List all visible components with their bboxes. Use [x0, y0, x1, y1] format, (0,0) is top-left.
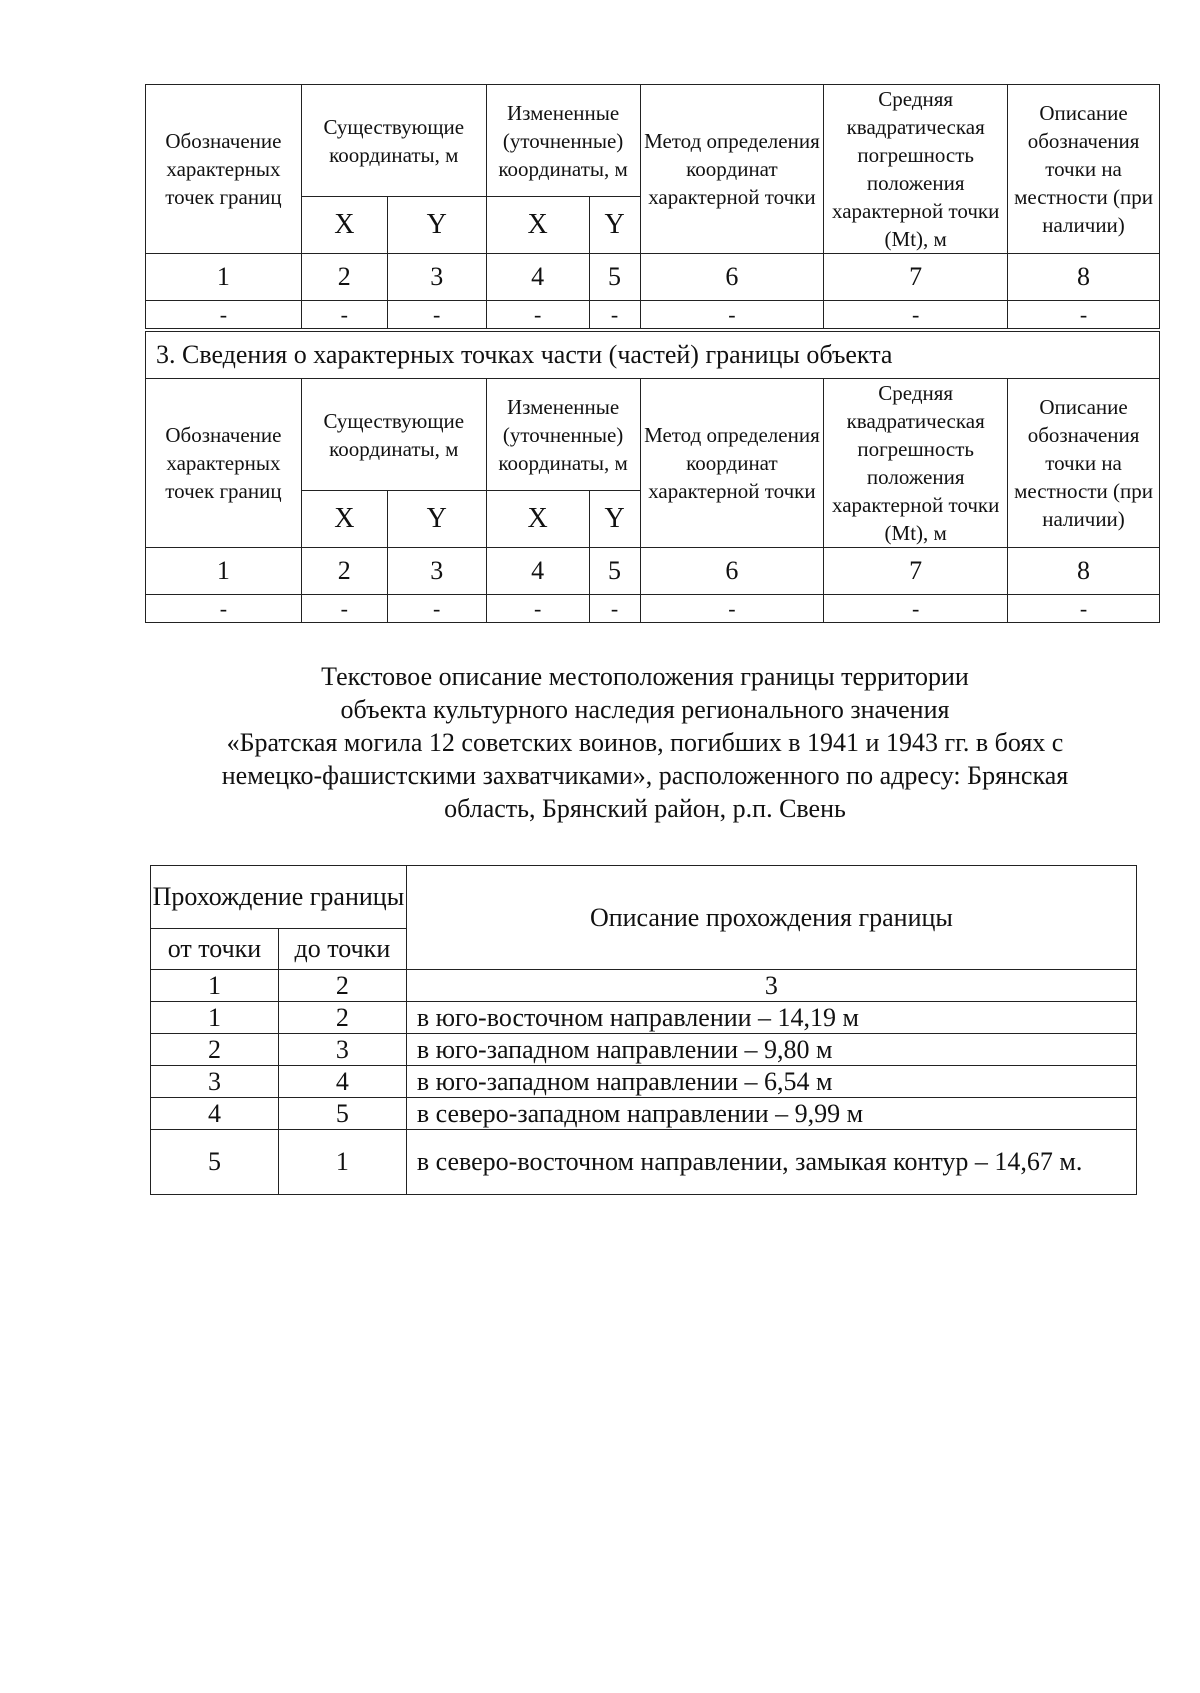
empty-cell: - — [146, 595, 302, 623]
empty-cell: - — [1008, 301, 1160, 329]
empty-cell: - — [387, 301, 486, 329]
header-point-description: Описание обозначения точки на местности (при наличии) — [1008, 85, 1160, 254]
header-boundary-pass: Прохождение границы — [151, 866, 407, 929]
empty-cell: - — [486, 301, 589, 329]
to-point: 2 — [278, 1002, 406, 1034]
column-number-row — [146, 254, 1160, 301]
header-method: Метод определения координат характерной точки — [640, 85, 824, 254]
heading-line: немецко-фашистскими захватчиками», расположенного по адресу: Брянская — [221, 761, 1069, 790]
empty-cell: - — [486, 595, 589, 623]
header-method: Метод определения координат характерной точки — [640, 379, 824, 548]
header-mean-error: Средняя квадратическая погрешность положения характерной точки (Mt), м — [824, 85, 1008, 254]
segment-description: в юго-западном направлении – 6,54 м — [406, 1066, 1136, 1098]
column-number: 6 — [640, 254, 824, 301]
to-point: 5 — [278, 1098, 406, 1130]
to-point: 1 — [278, 1130, 406, 1195]
from-point: 1 — [151, 1002, 279, 1034]
empty-cell: - — [640, 301, 824, 329]
heading-line: «Братская могила 12 советских воинов, погибших в 1941 и 1943 гг. в боях с — [226, 728, 1064, 757]
column-number: 3 — [406, 970, 1136, 1002]
coordinates-table-existing — [145, 84, 1160, 329]
section-3-title: 3. Сведения о характерных точках части (частей) границы объекта — [146, 332, 1160, 379]
header-to-point: до точки — [278, 929, 406, 970]
column-number: 2 — [301, 254, 387, 301]
empty-cell: - — [824, 595, 1008, 623]
coordinates-table-parts — [145, 331, 1160, 623]
column-number: 7 — [824, 254, 1008, 301]
header-x: X — [301, 197, 387, 254]
from-point: 2 — [151, 1034, 279, 1066]
column-number-row — [146, 548, 1160, 595]
header-y: Y — [589, 197, 640, 254]
header-x: X — [486, 197, 589, 254]
column-number: 3 — [387, 548, 486, 595]
column-number: 2 — [301, 548, 387, 595]
boundary-description-heading — [145, 660, 1145, 825]
empty-cell: - — [640, 595, 824, 623]
header-point-designation: Обозначение характерных точек границ — [146, 379, 302, 548]
column-number: 8 — [1008, 254, 1160, 301]
table-row — [151, 1130, 1137, 1195]
table-row — [151, 1066, 1137, 1098]
column-number: 5 — [589, 254, 640, 301]
segment-description: в северо-западном направлении – 9,99 м — [406, 1098, 1136, 1130]
header-y: Y — [589, 491, 640, 548]
column-number-row — [151, 970, 1137, 1002]
column-number: 3 — [387, 254, 486, 301]
to-point: 3 — [278, 1034, 406, 1066]
header-point-designation: Обозначение характерных точек границ — [146, 85, 302, 254]
from-point: 5 — [151, 1130, 279, 1195]
from-point: 4 — [151, 1098, 279, 1130]
table-row — [151, 1098, 1137, 1130]
column-number: 2 — [278, 970, 406, 1002]
to-point: 4 — [278, 1066, 406, 1098]
header-mean-error: Средняя квадратическая погрешность положения характерной точки (Mt), м — [824, 379, 1008, 548]
header-boundary-description: Описание прохождения границы — [406, 866, 1136, 970]
empty-cell: - — [589, 301, 640, 329]
header-changed-coordinates: Измененные (уточненные) координаты, м — [486, 379, 640, 491]
from-point: 3 — [151, 1066, 279, 1098]
header-changed-coordinates: Измененные (уточненные) координаты, м — [486, 85, 640, 197]
column-number: 1 — [146, 548, 302, 595]
segment-description: в юго-восточном направлении – 14,19 м — [406, 1002, 1136, 1034]
column-number: 5 — [589, 548, 640, 595]
column-number: 8 — [1008, 548, 1160, 595]
empty-cell: - — [387, 595, 486, 623]
column-number: 1 — [146, 254, 302, 301]
header-y: Y — [387, 197, 486, 254]
table-row — [151, 1002, 1137, 1034]
empty-cell: - — [1008, 595, 1160, 623]
header-point-description: Описание обозначения точки на местности (при наличии) — [1008, 379, 1160, 548]
segment-description: в северо-восточном направлении, замыкая контур – 14,67 м. — [406, 1130, 1136, 1195]
header-existing-coordinates: Существующие координаты, м — [301, 379, 486, 491]
empty-cell: - — [301, 301, 387, 329]
column-number: 6 — [640, 548, 824, 595]
table-row — [151, 1034, 1137, 1066]
heading-line: объекта культурного наследия регионального значения — [340, 695, 950, 724]
empty-data-row — [146, 595, 1160, 623]
heading-line: Текстовое описание местоположения границы территории — [321, 662, 969, 691]
empty-cell: - — [824, 301, 1008, 329]
boundary-description-table — [150, 865, 1137, 1195]
empty-cell: - — [146, 301, 302, 329]
segment-description: в юго-западном направлении – 9,80 м — [406, 1034, 1136, 1066]
column-number: 1 — [151, 970, 279, 1002]
heading-line: область, Брянский район, р.п. Свень — [444, 794, 846, 823]
column-number: 4 — [486, 254, 589, 301]
header-existing-coordinates: Существующие координаты, м — [301, 85, 486, 197]
column-number: 4 — [486, 548, 589, 595]
header-x: X — [486, 491, 589, 548]
header-from-point: от точки — [151, 929, 279, 970]
column-number: 7 — [824, 548, 1008, 595]
header-y: Y — [387, 491, 486, 548]
empty-cell: - — [589, 595, 640, 623]
empty-data-row — [146, 301, 1160, 329]
empty-cell: - — [301, 595, 387, 623]
header-x: X — [301, 491, 387, 548]
